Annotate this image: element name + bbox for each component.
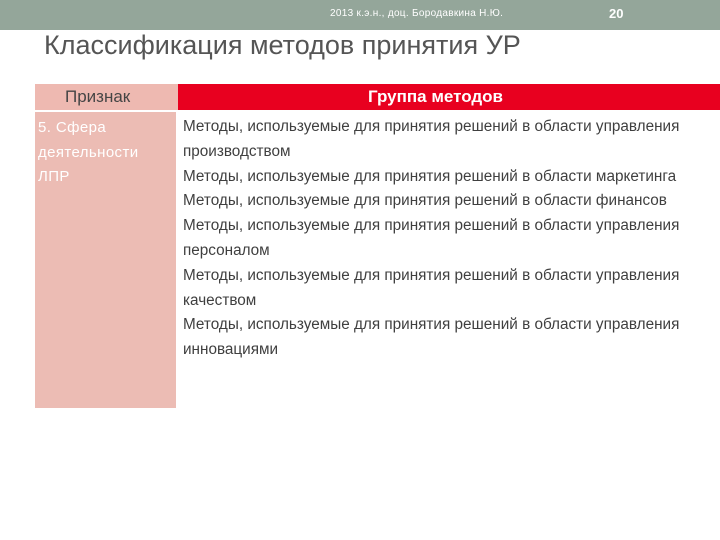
methods-list [183,115,683,363]
method-item: Методы, используемые для принятия решений в области управления персоналом [183,217,680,259]
method-item: Методы, используемые для принятия решений в области маркетинга [183,167,677,185]
slide-page-number: 20 [609,6,624,21]
method-item: Методы, используемые для принятия решений в области финансов [183,192,667,210]
table-header-methods-label: Группа методов [368,87,504,106]
criterion-text: 5. Сфера деятельности ЛПР [38,119,139,185]
method-item: Методы, используемые для принятия решений в области управления инновациями [183,316,680,359]
method-item: Методы, используемые для принятия решений в области управления качеством [183,266,680,309]
table-header-criterion-label: Признак [65,87,131,106]
table-header-methods [178,84,720,110]
table-header-criterion [35,84,178,110]
slide-header-text: 2013 к.э.н., доц. Бородавкина Н.Ю. [330,8,504,19]
method-item: Методы, используемые для принятия решений в области управления производством [183,118,680,160]
slide-title: Классификация методов принятия УР [44,30,521,60]
